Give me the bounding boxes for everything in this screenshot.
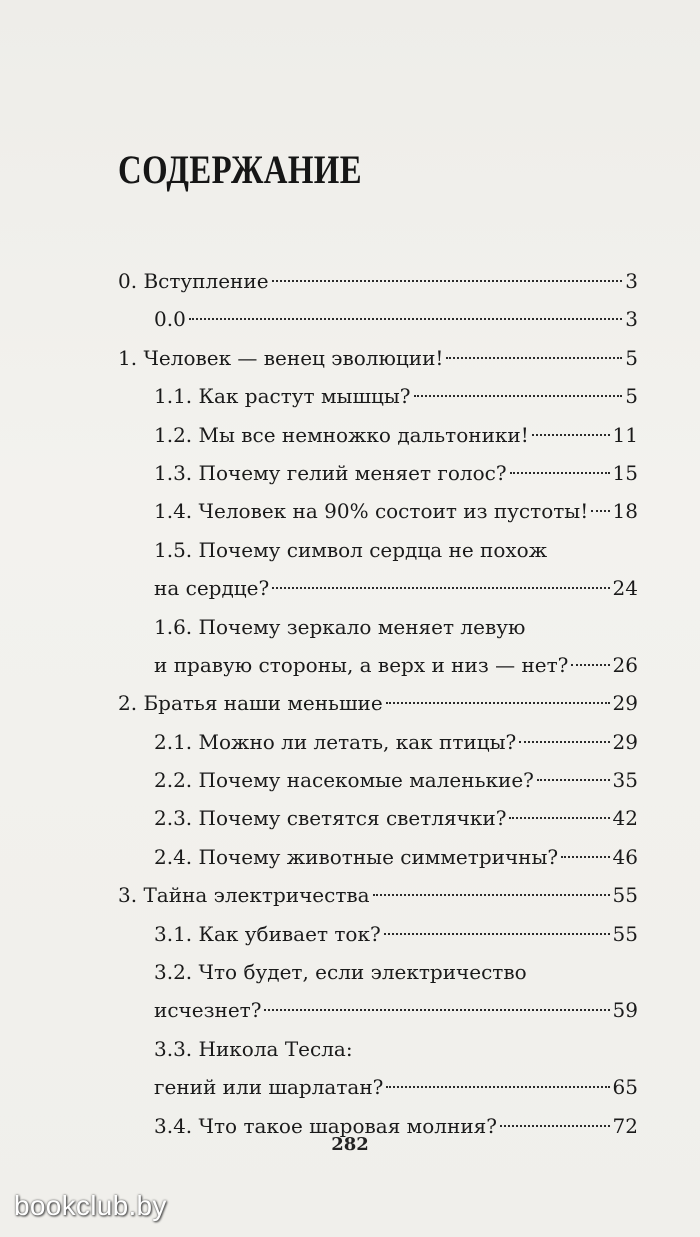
toc-leader-dots xyxy=(446,357,622,359)
toc-entry-title: и правую стороны, а верх и низ — нет? xyxy=(154,652,569,677)
toc-entry xyxy=(118,531,638,569)
toc-line xyxy=(118,377,638,415)
toc-entry xyxy=(118,799,638,837)
toc-entry-title: 3.2. Что будет, если электричество xyxy=(154,960,527,985)
toc-entry-title: исчезнет? xyxy=(154,998,262,1023)
toc-entry-page: 59 xyxy=(612,998,638,1023)
toc-entry xyxy=(118,761,638,799)
toc-entry-title: 3. Тайна электричества xyxy=(118,883,370,908)
toc-leader-dots xyxy=(386,1086,609,1088)
toc-entry-page: 11 xyxy=(612,422,638,447)
toc-leader-dots xyxy=(510,472,610,474)
toc-line xyxy=(118,1030,638,1068)
toc-leader-dots xyxy=(189,318,622,320)
toc-entry xyxy=(118,991,638,1029)
toc-entry-title: 1.2. Мы все немножко дальтоники! xyxy=(154,422,529,447)
toc-line xyxy=(118,684,638,722)
toc-line xyxy=(118,646,638,684)
toc-entry-page: 15 xyxy=(612,460,638,485)
toc-line xyxy=(118,799,638,837)
toc-line xyxy=(118,454,638,492)
toc-line xyxy=(118,416,638,454)
toc-leader-dots xyxy=(500,1125,610,1127)
toc-entry-title: 1.4. Человек на 90% состоит из пустоты! xyxy=(154,499,589,524)
toc-leader-dots xyxy=(591,510,609,512)
toc-entry xyxy=(118,1030,638,1068)
toc-entry-page: 72 xyxy=(612,1113,638,1138)
toc-entry-title: 3.4. Что такое шаровая молния? xyxy=(154,1113,497,1138)
toc-leader-dots xyxy=(272,587,609,589)
toc-entry xyxy=(118,723,638,761)
page-number: 282 xyxy=(331,1134,369,1155)
toc-entry-title: 1. Человек — венец эволюции! xyxy=(118,345,444,370)
toc-entry-title: 0.0 xyxy=(154,307,186,332)
toc-entry xyxy=(118,1068,638,1106)
toc-leader-dots xyxy=(373,894,610,896)
toc-entry-page: 26 xyxy=(612,652,638,677)
toc-entry xyxy=(118,953,638,991)
toc-line xyxy=(118,953,638,991)
toc-entry xyxy=(118,684,638,722)
toc-entry-title: 1.1. Как растут мышцы? xyxy=(154,384,411,409)
toc-line xyxy=(118,723,638,761)
toc-entry-title: 1.5. Почему символ сердца не похож xyxy=(154,537,548,562)
watermark-logo: bookclub.by xyxy=(14,1190,167,1221)
toc-entry xyxy=(118,262,638,300)
toc-entry-title: 1.6. Почему зеркало меняет левую xyxy=(154,614,526,639)
toc-entry xyxy=(118,876,638,914)
toc-line xyxy=(118,991,638,1029)
toc-entry xyxy=(118,416,638,454)
toc-entry-page: 5 xyxy=(625,384,638,409)
toc-entry-page: 5 xyxy=(625,345,638,370)
toc-entry-page: 42 xyxy=(612,806,638,831)
toc-leader-dots xyxy=(532,434,610,436)
toc-entry-title: на сердце? xyxy=(154,576,270,601)
toc-leader-dots xyxy=(264,1009,609,1011)
toc-entry-page: 55 xyxy=(612,921,638,946)
toc-entry-title: 2.2. Почему насекомые маленькие? xyxy=(154,768,534,793)
toc-line xyxy=(118,1068,638,1106)
toc-entry-page: 65 xyxy=(612,1075,638,1100)
toc-entry xyxy=(118,608,638,646)
table-of-contents xyxy=(118,262,638,1145)
toc-entry-page: 29 xyxy=(612,729,638,754)
toc-leader-dots xyxy=(386,702,610,704)
toc-entry-title: 3.1. Как убивает ток? xyxy=(154,921,381,946)
toc-line xyxy=(118,262,638,300)
toc-leader-dots xyxy=(384,933,610,935)
toc-entry-title: гений или шарлатан? xyxy=(154,1075,384,1100)
toc-entry-title: 3.3. Никола Тесла: xyxy=(154,1036,353,1061)
toc-entry-page: 29 xyxy=(612,691,638,716)
toc-entry-title: 0. Вступление xyxy=(118,269,269,293)
toc-entry-page: 3 xyxy=(625,269,638,293)
toc-entry xyxy=(118,569,638,607)
toc-line xyxy=(118,569,638,607)
toc-entry-page: 35 xyxy=(612,768,638,793)
toc-leader-dots xyxy=(571,664,609,666)
toc-entry xyxy=(118,454,638,492)
toc-entry-title: 2.4. Почему животные симметричны? xyxy=(154,844,559,869)
toc-entry xyxy=(118,492,638,530)
toc-entry-title: 2.3. Почему светятся светлячки? xyxy=(154,806,507,831)
toc-entry-title: 2. Братья наши меньшие xyxy=(118,691,383,716)
toc-line xyxy=(118,531,638,569)
toc-entry-page: 24 xyxy=(612,576,638,601)
toc-leader-dots xyxy=(519,741,609,743)
toc-line xyxy=(118,838,638,876)
toc-leader-dots xyxy=(537,779,610,781)
toc-entry-title: 2.1. Можно ли летать, как птицы? xyxy=(154,729,517,754)
toc-line xyxy=(118,915,638,953)
toc-entry-page: 55 xyxy=(612,883,638,908)
page-title: СОДЕРЖАНИЕ xyxy=(118,147,363,192)
toc-line xyxy=(118,761,638,799)
toc-entry xyxy=(118,339,638,377)
toc-leader-dots xyxy=(561,856,609,858)
toc-entry xyxy=(118,377,638,415)
toc-entry-page: 3 xyxy=(625,307,638,332)
toc-entry-page: 46 xyxy=(612,844,638,869)
toc-line xyxy=(118,339,638,377)
toc-entry xyxy=(118,838,638,876)
toc-line xyxy=(118,300,638,338)
toc-leader-dots xyxy=(414,395,623,397)
toc-line xyxy=(118,492,638,530)
toc-leader-dots xyxy=(509,817,609,819)
toc-line xyxy=(118,608,638,646)
toc-line xyxy=(118,876,638,914)
toc-entry-page: 18 xyxy=(612,499,638,524)
toc-leader-dots xyxy=(272,280,623,282)
toc-entry xyxy=(118,300,638,338)
toc-entry xyxy=(118,915,638,953)
toc-entry-title: 1.3. Почему гелий меняет голос? xyxy=(154,460,507,485)
toc-entry xyxy=(118,646,638,684)
